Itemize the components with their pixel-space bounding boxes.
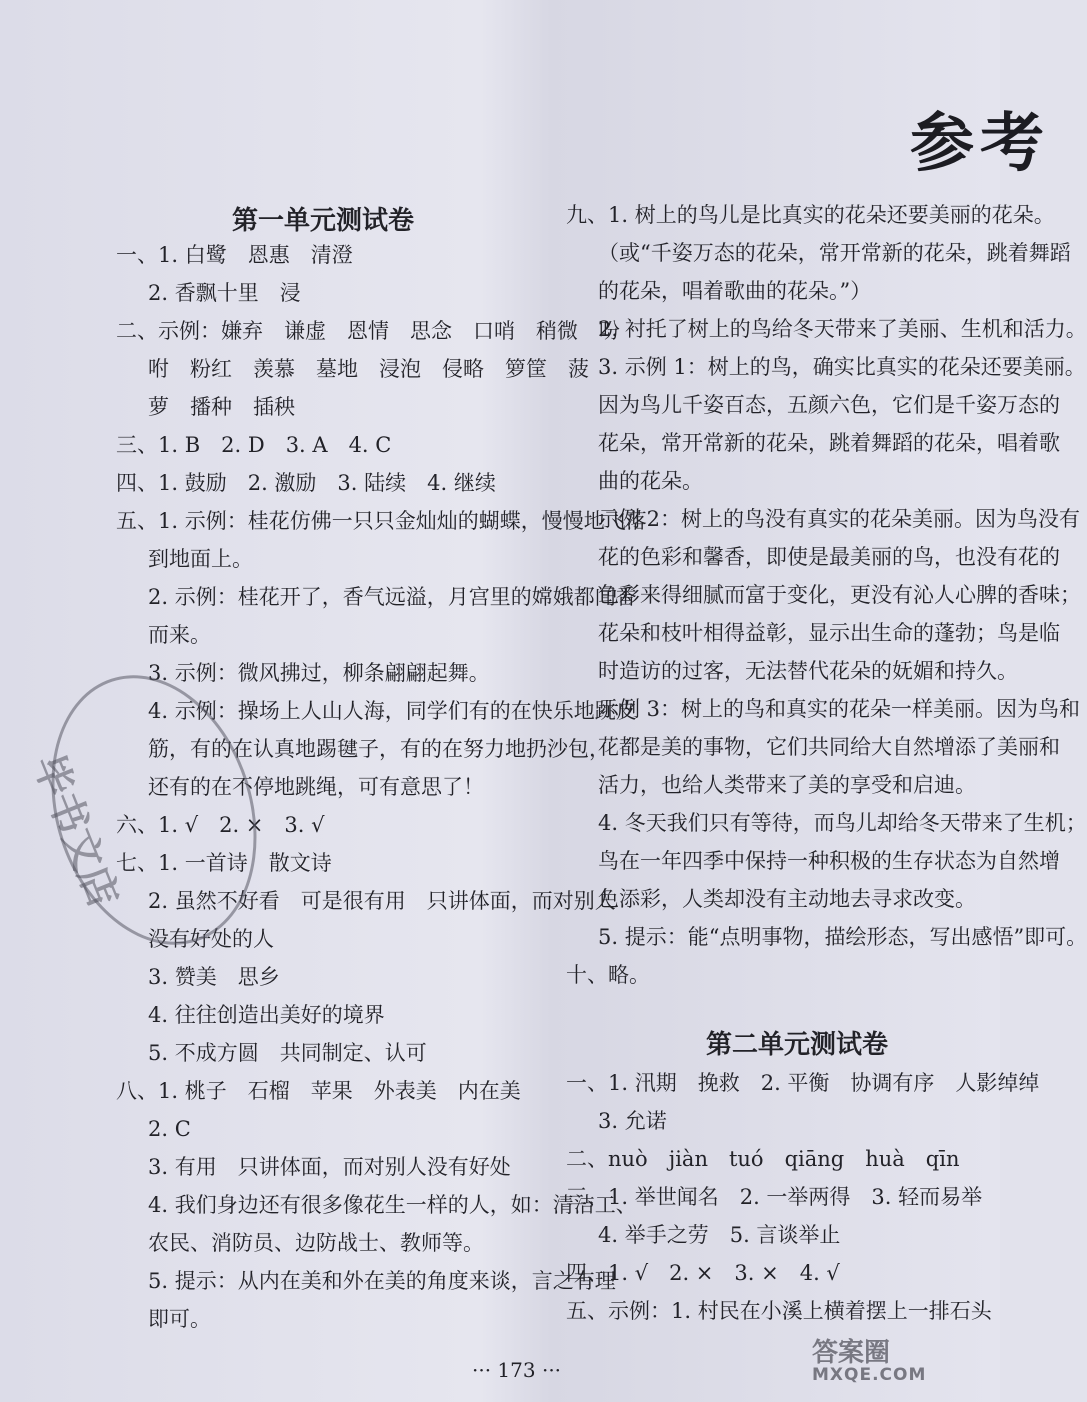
answer-line: 4. 示例：操场上人山人海，同学们有的在快乐地跳皮 — [148, 699, 637, 723]
answer-line: 因为鸟儿千姿百态，五颜六色，它们是千姿万态的 — [598, 393, 1060, 417]
answer-line: 五、示例：1. 村民在小溪上横着摆上一排石头 — [566, 1299, 992, 1323]
answer-line: 花朵和枝叶相得益彰，显示出生命的蓬勃；鸟是临 — [598, 621, 1060, 645]
answer-line: 色彩来得细腻而富于变化，更没有沁人心脾的香味； — [598, 583, 1081, 607]
answer-line: 三、1. 举世闻名 2. 一举两得 3. 轻而易举 — [566, 1185, 983, 1209]
answer-line: 时造访的过客，无法替代花朵的妩媚和持久。 — [598, 659, 1018, 683]
answer-line: 二、nuò jiàn tuó qiāng huà qīn — [566, 1147, 960, 1171]
answer-line: 2. C — [148, 1117, 191, 1141]
answer-line: 六、1. √ 2. × 3. √ — [116, 813, 325, 837]
answer-line: 九、1. 树上的鸟儿是比真实的花朵还要美丽的花朵。 — [566, 203, 1055, 227]
watermark-url: MXQE.COM — [812, 1365, 927, 1386]
answer-line: 二、示例：嫌弃 谦虚 恩情 思念 口哨 稍微 吩 — [116, 319, 620, 343]
answer-line: 活力，也给人类带来了美的享受和启迪。 — [598, 773, 976, 797]
answer-line: 四、1. √ 2. × 3. × 4. √ — [566, 1261, 840, 1285]
site-watermark — [812, 1340, 926, 1385]
answer-line: 3. 示例：微风拂过，柳条翩翩起舞。 — [148, 661, 490, 685]
answer-line: 一、1. 汛期 挽救 2. 平衡 协调有序 人影绰绰 — [566, 1071, 1040, 1095]
answer-line: 没有好处的人 — [148, 927, 274, 951]
page-number: ··· 173 ··· — [472, 1358, 562, 1382]
answer-line: 2. 衬托了树上的鸟给冬天带来了美丽、生机和活力。 — [598, 317, 1087, 341]
answer-line: 曲的花朵。 — [598, 469, 703, 493]
answer-line: 3. 有用 只讲体面，而对别人没有好处 — [148, 1155, 511, 1179]
answer-line: 到地面上。 — [148, 547, 253, 571]
answer-key-title: 参考 — [910, 106, 1050, 181]
answer-line: 花都是美的事物，它们共同给大自然增添了美丽和 — [598, 735, 1060, 759]
answer-line: 花朵，常开常新的花朵，跳着舞蹈的花朵，唱着歌 — [598, 431, 1060, 455]
answer-line: 3. 赞美 思乡 — [148, 965, 280, 989]
answer-line: 农民、消防员、边防战士、教师等。 — [148, 1231, 484, 1255]
answer-line: 5. 提示：从内在美和外在美的角度来谈，言之有理 — [148, 1269, 616, 1293]
answer-line: 3. 示例 1：树上的鸟，确实比真实的花朵还要美丽。 — [598, 355, 1086, 379]
answer-line: 筋，有的在认真地踢毽子，有的在努力地扔沙包， — [148, 737, 610, 761]
answer-line: 即可。 — [148, 1307, 211, 1331]
answer-line: 三、1. B 2. D 3. A 4. C — [116, 433, 392, 457]
answer-line: 而来。 — [148, 623, 211, 647]
answer-line: 四、1. 鼓励 2. 激励 3. 陆续 4. 继续 — [116, 471, 496, 495]
answer-line: 色添彩，人类却没有主动地去寻求改变。 — [598, 887, 976, 911]
watermark-logo-text: 答案圈 — [812, 1338, 891, 1368]
answer-line: 2. 虽然不好看 可是很有用 只讲体面，而对别人 — [148, 889, 616, 913]
answer-line: 鸟在一年四季中保持一种积极的生存状态为自然增 — [598, 849, 1060, 873]
unit-two-title: 第二单元测试卷 — [706, 1030, 889, 1060]
answer-line: 十、略。 — [566, 963, 650, 987]
answer-line: 5. 提示：能“点明事物，描绘形态，写出感悟”即可。 — [598, 925, 1087, 949]
bleed-through-text — [110, 92, 390, 121]
answer-line: 的花朵，唱着歌曲的花朵。”） — [598, 279, 872, 303]
answer-line: 还有的在不停地跳绳，可有意思了！ — [148, 775, 484, 799]
answer-line: 4. 往往创造出美好的境界 — [148, 1003, 385, 1027]
answer-line: 2. 香飘十里 浸 — [148, 281, 301, 305]
answer-line: 5. 不成方圆 共同制定、认可 — [148, 1041, 427, 1065]
answer-line: 4. 冬天我们只有等待，而鸟儿却给冬天带来了生机； — [598, 811, 1087, 835]
answer-line: 萝 播种 插秧 — [148, 395, 295, 419]
answer-line: 4. 举手之劳 5. 言谈举止 — [598, 1223, 841, 1247]
answer-line: 3. 允诺 — [598, 1109, 667, 1133]
answer-line: 示例 2：树上的鸟没有真实的花朵美丽。因为鸟没有 — [598, 507, 1081, 531]
answer-line: 五、1. 示例：桂花仿佛一只只金灿灿的蝴蝶，慢慢地飞落 — [116, 509, 647, 533]
answer-line: 八、1. 桃子 石榴 苹果 外表美 内在美 — [116, 1079, 521, 1103]
answer-line: 一、1. 白鹭 恩惠 清澄 — [116, 243, 353, 267]
answer-line: 七、1. 一首诗 散文诗 — [116, 851, 332, 875]
answer-line: （或“千姿万态的花朵，常开常新的花朵，跳着舞蹈 — [598, 241, 1071, 265]
answer-line: 咐 粉红 羡慕 墓地 浸泡 侵略 箩筐 菠 — [148, 357, 589, 381]
answer-line: 示例 3：树上的鸟和真实的花朵一样美丽。因为鸟和 — [598, 697, 1081, 721]
unit-one-title: 第一单元测试卷 — [232, 206, 415, 236]
stamp-text: 毕书文店 — [24, 747, 128, 914]
answer-line: 2. 示例：桂花开了，香气远溢，月宫里的嫦娥都闻香 — [148, 585, 637, 609]
answer-line: 4. 我们身边还有很多像花生一样的人，如：清洁工、 — [148, 1193, 637, 1217]
answer-line: 花的色彩和馨香，即使是最美丽的鸟，也没有花的 — [598, 545, 1060, 569]
